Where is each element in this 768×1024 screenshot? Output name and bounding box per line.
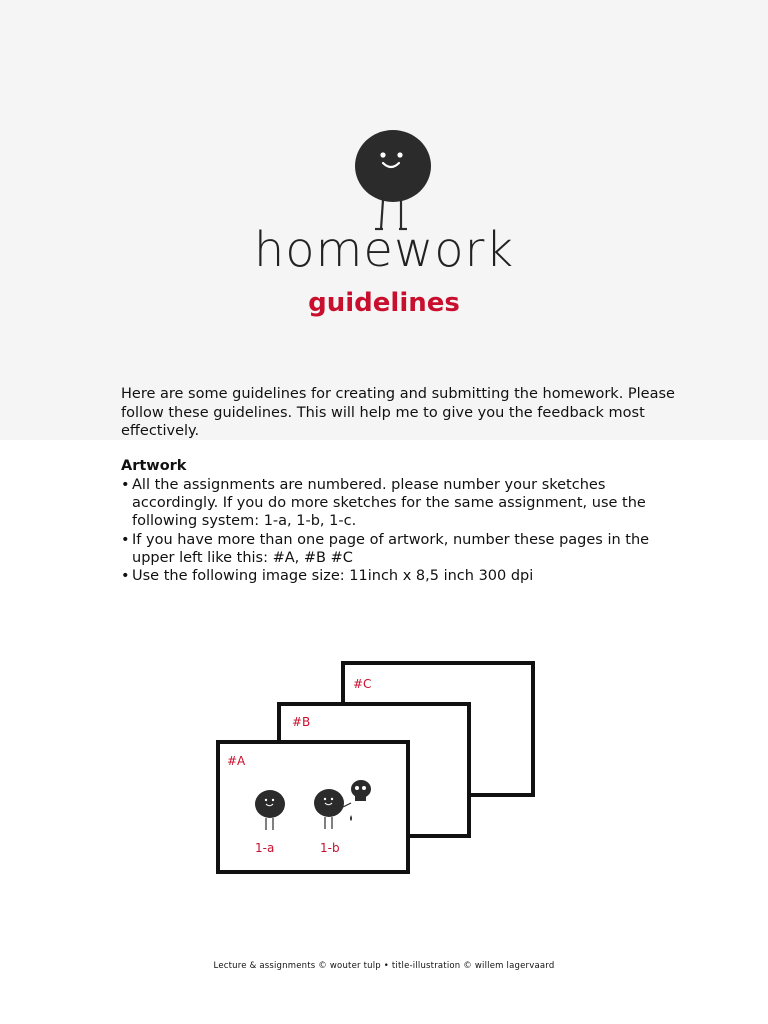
page-label-b: #B [292,715,311,729]
section-heading-artwork: Artwork [121,458,187,474]
page-subtitle: guidelines [308,288,460,318]
page-frame-a [218,742,408,872]
footer-credit: Lecture & assignments © wouter tulp • title-illustration © willem lagervaard [213,961,555,971]
page-label-a: #A [227,754,246,768]
page-title: homework [253,222,515,278]
sketch-label-1a: 1-a [255,841,275,855]
sketch-label-1b: 1-b [320,841,340,855]
list-item: • Use the following image size: 11inch x 8,5 inch 300 dpi [121,567,681,585]
list-item: • If you have more than one page of artwork, number these pages in the upper left like this: #A, #B #C [121,531,681,567]
page-label-c: #C [353,677,372,691]
list-item: • All the assignments are numbered. please number your sketches accordingly. If you do more sketches for the same assignment, use the following system: 1-a, 1-b, 1-c. [121,476,681,531]
intro-paragraph: Here are some guidelines for creating and submitting the homework. Please follow these guidelines. This will help me to give you the feedback most effectively. [121,386,675,439]
artwork-bullet-list [121,476,681,585]
page-numbering-diagram [210,655,545,880]
